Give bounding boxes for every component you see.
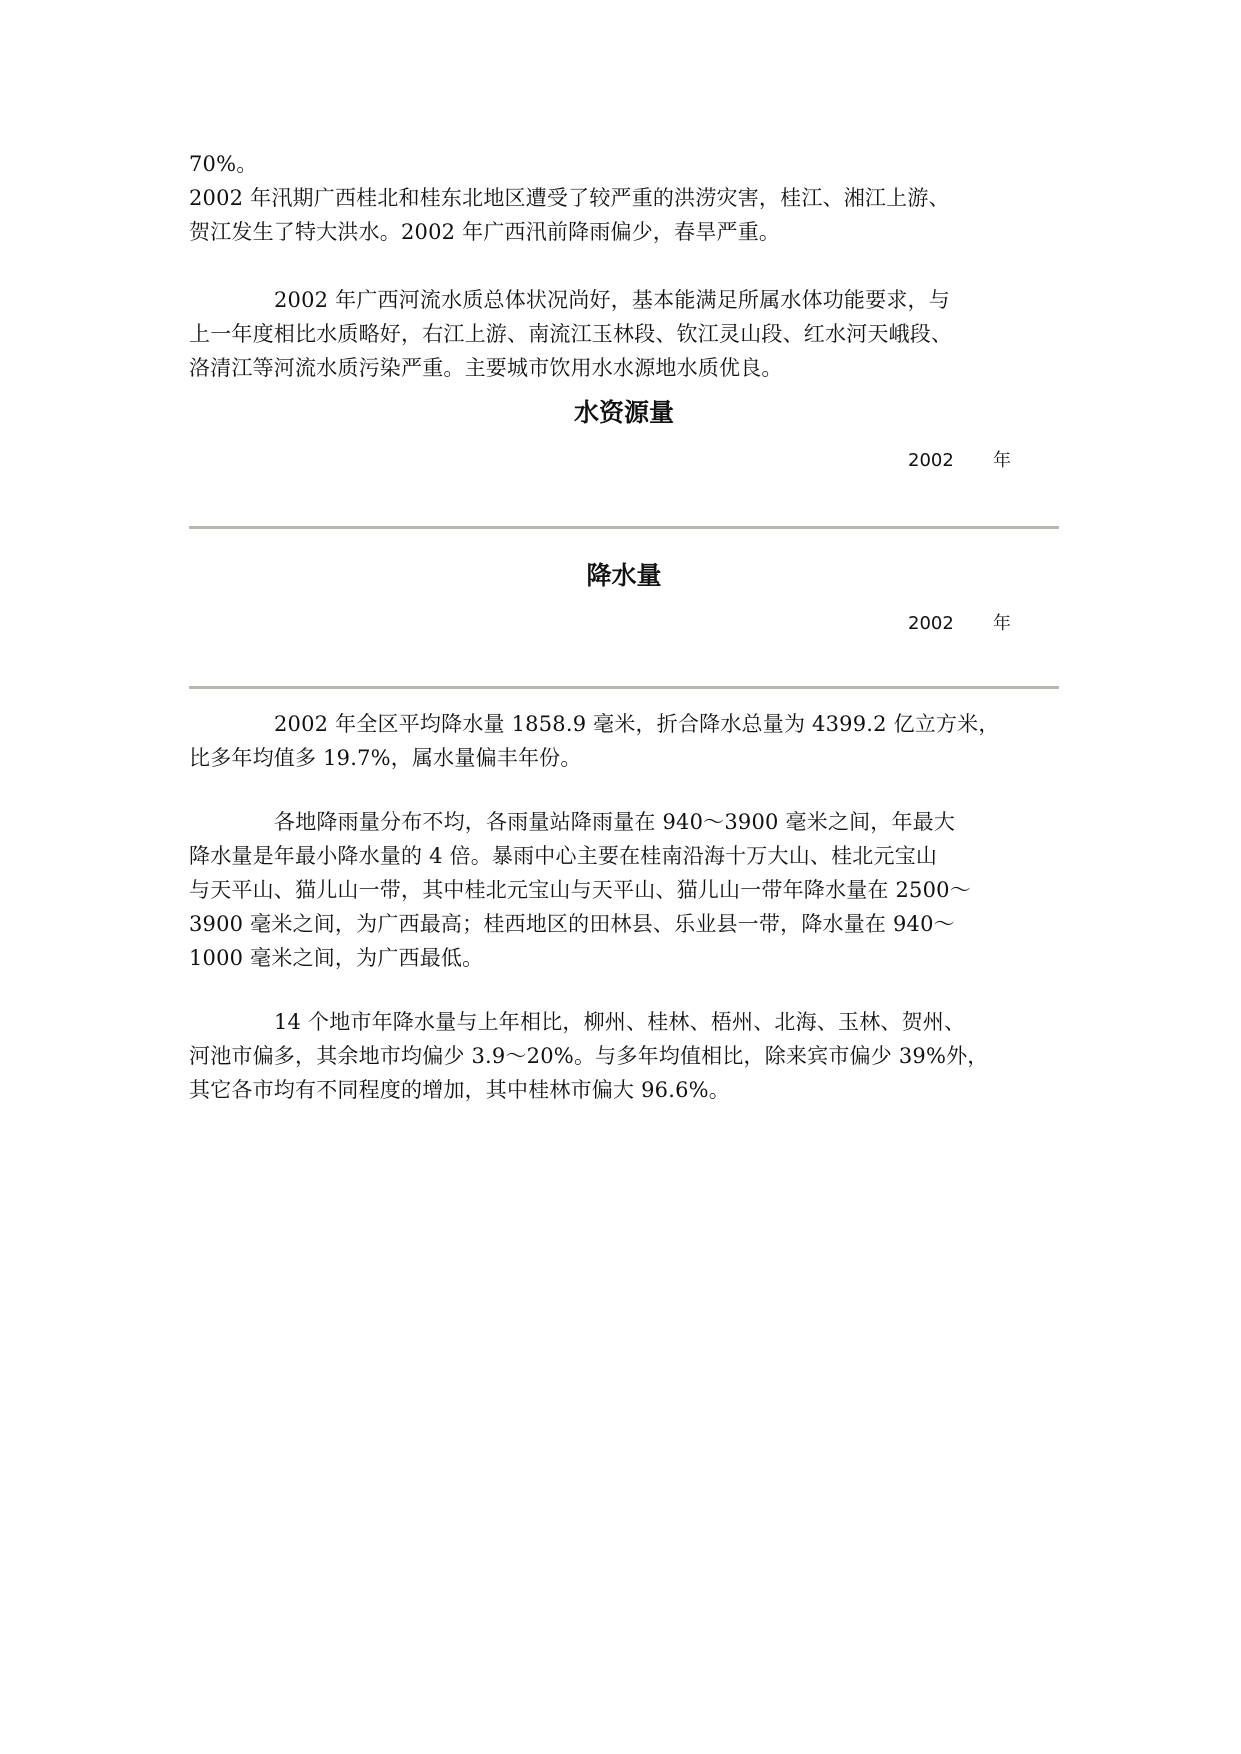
precip-p3-line-1: 14 个地市年降水量与上年相比，柳州、桂林、梧州、北海、玉林、贺州、 (274, 1010, 966, 1034)
precip-p3-line-2: 河池市偏多，其余地市均偏少 3.9～20%。与多年均值相比，除来宾市偏少 39%外， (189, 1044, 989, 1068)
divider-rule (189, 686, 1059, 689)
water-quality-line-1: 2002 年广西河流水质总体状况尚好，基本能满足所属水体功能要求，与 (274, 288, 950, 312)
intro-line-2: 2002 年汛期广西桂北和桂东北地区遭受了较严重的洪涝灾害，桂江、湘江上游、 (189, 186, 950, 210)
precip-p2-line-2: 降水量是年最小降水量的 4 倍。暴雨中心主要在桂南沿海十万大山、桂北元宝山 (189, 844, 938, 868)
intro-line-3: 贺江发生了特大洪水。2002 年广西汛前降雨偏少，春旱严重。 (189, 220, 781, 244)
section-title-precipitation: 降水量 (586, 561, 662, 590)
precip-p2-line-5: 1000 毫米之间，为广西最低。 (189, 946, 484, 970)
water-quality-line-2: 上一年度相比水质略好，右江上游、南流江玉林段、钦江灵山段、红水河天峨段、 (189, 322, 953, 346)
precip-p1-line-1: 2002 年全区平均降水量 1858.9 毫米，折合降水总量为 4399.2 亿立方米， (274, 712, 1000, 736)
section-year-unit-precipitation: 年 (993, 613, 1011, 634)
intro-line-1: 70%。 (189, 152, 258, 176)
water-quality-line-3: 洛清江等河流水质污染严重。主要城市饮用水水源地水质优良。 (189, 356, 783, 380)
precip-p3-line-3: 其它各市均有不同程度的增加，其中桂林市偏大 96.6%。 (189, 1078, 730, 1102)
section-year-water-resources: 2002 (908, 450, 954, 471)
precip-p2-line-3: 与天平山、猫儿山一带，其中桂北元宝山与天平山、猫儿山一带年降水量在 2500～ (189, 878, 971, 902)
divider-rule (189, 526, 1059, 529)
precip-p2-line-4: 3900 毫米之间，为广西最高；桂西地区的田林县、乐业县一带，降水量在 940～ (189, 912, 955, 936)
precip-p2-line-1: 各地降雨量分布不均，各雨量站降雨量在 940～3900 毫米之间，年最大 (274, 810, 956, 834)
precip-p1-line-2: 比多年均值多 19.7%，属水量偏丰年份。 (189, 746, 582, 770)
section-title-water-resources: 水资源量 (573, 398, 674, 427)
section-year-precipitation: 2002 (908, 613, 954, 634)
section-year-unit-water-resources: 年 (993, 450, 1011, 471)
